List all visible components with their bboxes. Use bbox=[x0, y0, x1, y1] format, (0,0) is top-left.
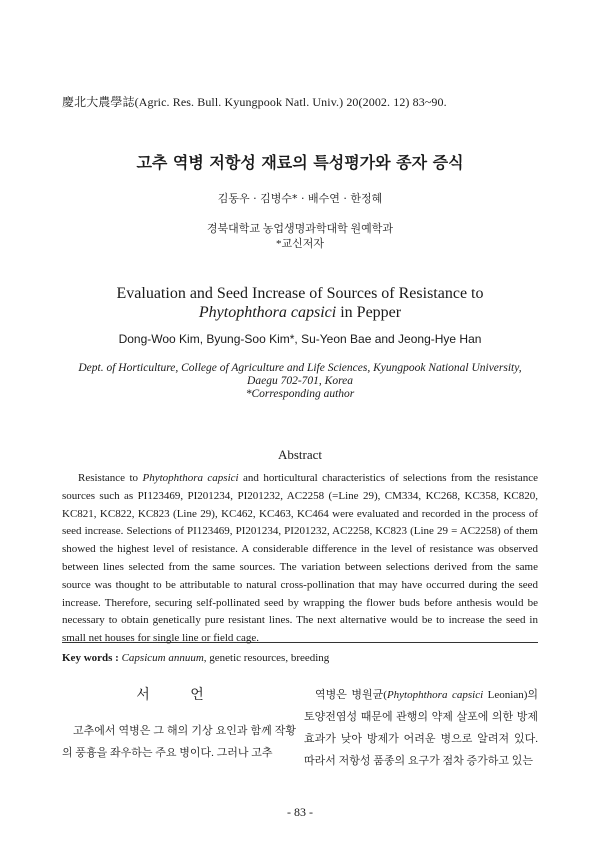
abstract-species: Phytophthora capsici bbox=[142, 472, 239, 484]
journal-citation: 慶北大農學誌(Agric. Res. Bull. Kyungpook Natl. Univ.) 20(2002. 12) 83~90. bbox=[62, 95, 447, 109]
page-number: - 83 - bbox=[287, 805, 313, 819]
abstract-text-start: Resistance to bbox=[78, 472, 143, 484]
intro-right-column bbox=[304, 684, 538, 772]
section-heading-introduction: 서 언 bbox=[136, 687, 222, 703]
korean-authors: 김동우 · 김병수* · 배수연 · 한정혜 bbox=[217, 192, 383, 205]
korean-corresponding-note: *교신저자 bbox=[275, 238, 324, 250]
abstract-text-rest: and horticultural characteristics of selections from the resistance sources such as PI123469, PI201234, PI201232, AC2258 (=Line 29), CM334, KC268, KC358, KC820, KC821, KC822, KC823 (Line 29), KC462, KC463, KC464 were evaluated and recorded in the process of seed increase. Selections of PI123469, PI201234, PI201232, AC2258, KC823 (Line 29 = AC2258) of them showed the highest level of resistance. A considerable difference in the level of resistance was observed between lines selected from the same sources. The variation between selections derived from the same source was thought to be attributable to natural cross-pollination that may have occurred during the seed increase. Therefore, securing self-pollinated seed by wrapping the flower buds before anthesis would be necessary to obtain genetically pure resistant lines. The next alternative would be to increase the seed in small net houses for single line or field cage. bbox=[62, 472, 538, 645]
keywords-line bbox=[62, 652, 329, 664]
english-title-species: Phytophthora capsici bbox=[198, 304, 337, 321]
korean-title: 고추 역병 저항성 재료의 특성평가와 종자 증식 bbox=[136, 153, 464, 172]
keywords-divider bbox=[62, 642, 538, 643]
english-affiliation-line2: Daegu 702-701, Korea bbox=[247, 375, 353, 387]
keywords-rest: , genetic resources, breeding bbox=[203, 652, 330, 664]
abstract-body bbox=[62, 470, 538, 648]
english-affiliation bbox=[50, 362, 550, 401]
keywords-label: Key words : bbox=[62, 652, 122, 664]
english-authors: Dong-Woo Kim, Byung-Soo Kim*, Su-Yeon Bae and Jeong-Hye Han bbox=[118, 332, 482, 346]
intro-right-species: Phytophthora capsici bbox=[386, 689, 484, 701]
keywords-species: Capsicum annuum bbox=[121, 652, 204, 664]
intro-left-column: 고추에서 역병은 그 해의 기상 요인과 함께 작황의 풍흉을 좌우하는 주요 병이다. 그러나 고추 bbox=[62, 725, 296, 759]
english-corresponding-note: *Corresponding author bbox=[245, 388, 355, 400]
english-title-line2 bbox=[0, 303, 600, 322]
korean-affiliation bbox=[0, 222, 600, 252]
english-title-line1: Evaluation and Seed Increase of Sources of Resistance to bbox=[116, 285, 484, 302]
intro-right-text-start: 역병은 병원균( bbox=[315, 689, 387, 701]
intro-right-text-rest: Leonian)의 토양전염성 때문에 관행의 약제 살포에 의한 방제효과가 낮아 방제가 어려운 병으로 알려져 있다. 따라서 저항성 품종의 요구가 점차 증가하고 있는 bbox=[304, 689, 538, 767]
english-affiliation-line1: Dept. of Horticulture, College of Agriculture and Life Sciences, Kyungpook National University, bbox=[78, 362, 522, 374]
abstract-heading: Abstract bbox=[277, 447, 323, 462]
english-title bbox=[0, 284, 600, 322]
english-title-tail: in Pepper bbox=[336, 304, 402, 321]
korean-affiliation-dept: 경북대학교 농업생명과학대학 원예학과 bbox=[206, 223, 394, 235]
